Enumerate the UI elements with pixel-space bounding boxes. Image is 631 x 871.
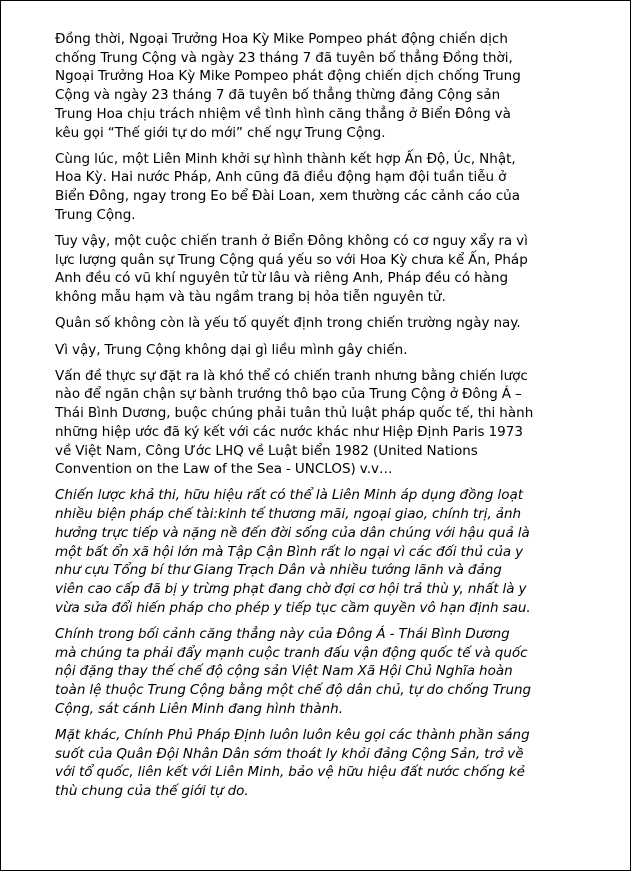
paragraph-intensify-struggle: Chính trong bối cảnh căng thẳng này của Đông Á - Thái Bình Dương mà chúng ta phải đẩy mạnh cuộc tranh đấu vận động quốc tế và quốc nội đặng thay thế chế độ cộng sản Việt Nam Xã Hội Chủ Nghĩa hoàn toàn lệ thuộc Trung Cộng bằng một chế độ dân chủ, tự do chống Trung Cộng, sát cánh Liên Minh đang hình thành.	[55, 625, 532, 717]
paragraph-government-call: Mặt khác, Chính Phủ Pháp Định luôn luôn kêu gọi các thành phần sáng suốt của Quân Đội Nhân Dân sớm thoát ly khỏi đảng Cộng Sản, trở về với tổ quốc, liên kết với Liên Minh, bảo vệ hữu hiệu đất nước chống kẻ thù chung của thế giới tự do.	[55, 726, 530, 800]
paragraph-troop-numbers: Quân số không còn là yếu tố quyết định trong chiến trường ngày nay.	[55, 315, 521, 332]
paragraph-alliance-forming: Cùng lúc, một Liên Minh khởi sự hình thành kết hợp Ấn Độ, Úc, Nhật, Hoa Kỳ. Hai nước Pháp, Anh cũng đã điều động hạm đội tuần tiễu ở Biển Đông, ngay trong Eo bể Đài Loan, xem thường các cảnh cáo của Trung Cộng.	[55, 150, 520, 223]
paragraph-feasible-strategy: Chiến lược khả thi, hữu hiệu rất có thể là Liên Minh áp dụng đồng loạt nhiều biện pháp chế tài:kinh tế thương mãi, ngoại giao, chính trị, ảnh hưởng trực tiếp và nặng nề đến đời sống của dân chúng với hậu quả là một bất ổn xã hội lớn mà Tập Cận Bình rất lo ngại vì các đối thủ của y như cựu Tổng bí thư Giang Trạch Dân và nhiều tướng lãnh và đảng viên cao cấp đã bị y trừng phạt đang chờ đợi cơ hội trả thù y, nhất là y vừa sửa đổi hiến pháp cho phép y tiếp tục cầm quyền vô hạn định sau.	[55, 487, 531, 616]
document-body	[55, 30, 601, 801]
paragraph-no-war-risk: Tuy vậy, một cuộc chiến tranh ở Biển Đông không có cơ nguy xẩy ra vì lực lượng quân sự Trung Cộng quá yếu so với Hoa Kỳ chưa kể Ấn, Pháp Anh đều có vũ khí nguyên tử từ lâu và riêng Anh, Pháp đều có hàng không mẫu hạm và tàu ngầm trang bị hỏa tiễn nguyên tử.	[55, 233, 528, 306]
paragraph-pompeo-campaign: Đồng thời, Ngoại Trưởng Hoa Kỳ Mike Pompeo phát động chiến dịch chống Trung Cộng và ngày 23 tháng 7 đã tuyên bố thẳng Đồng thời, Ngoại Trưởng Hoa Kỳ Mike Pompeo phát động chiến dịch chống Trung Cộng và ngày 23 tháng 7 đã tuyên bố thẳng thừng đảng Cộng sản Trung Hoa chịu trách nhiệm về tình hình căng thẳng ở Biển Đông và kêu gọi “Thế giới tự do mới” chế ngự Trung Cộng.	[55, 31, 521, 141]
paragraph-no-war-initiation: Vì vậy, Trung Cộng không dại gì liều mình gây chiến.	[55, 341, 408, 358]
paragraph-real-issue: Vấn đề thực sự đặt ra là khó thể có chiến tranh nhưng bằng chiến lược nào để ngăn chận sự bành trướng thô bạo của Trung Cộng ở Đông Á – Thái Bình Dương, buộc chúng phải tuân thủ luật pháp quốc tế, thi hành những hiệp ước đã ký kết với các nước khác như Hiệp Định Paris 1973 về Việt Nam, Công Ước LHQ về Luật biển 1982 (United Nations Convention on the Law of the Sea - UNCLOS) v.v…	[55, 367, 534, 478]
